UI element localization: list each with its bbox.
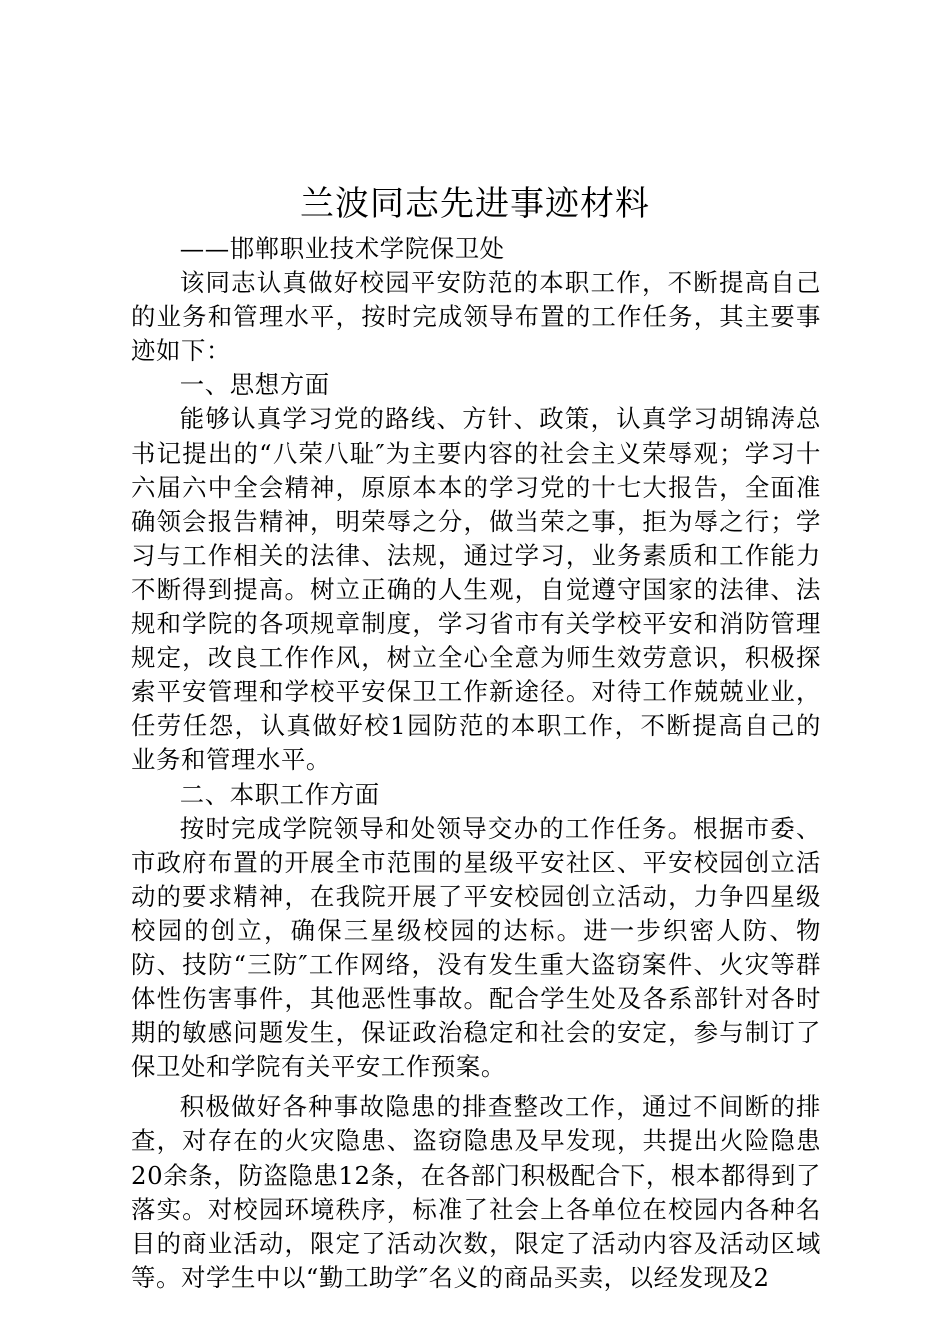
paragraph-duty: 按时完成学院领导和处领导交办的工作任务。根据市委、市政府布置的开展全市范围的星级平安社区、平安校园创立活动的要求精神，在我院开展了平安校园创立活动，力争四星级校园的创立，确保三星级校园的达标。进一步织密人防、物防、技防“三防″工作网络，没有发生重大盗窃案件、火灾等群体性伤害事件，其他恶性事故。配合学生处及各系部针对各时期的敏感问题发生，保证政治稳定和社会的安定，参与制订了保卫处和学院有关平安工作预案。 [131,813,821,1082]
document-body [131,232,821,1295]
section-heading-thought: 一、思想方面 [179,370,330,400]
section-heading-duty: 二、本职工作方面 [179,779,380,809]
paragraph-thought: 能够认真学习党的路线、方针、政策，认真学习胡锦涛总书记提出的“八荣八耻″为主要内容的社会主义荣辱观；学习十六届六中全会精神，原原本本的学习党的十七大报告，全面准确领会报告精神，明荣辱之分，做当荣之事，拒为辱之行；学习与工作相关的法律、法规，通过学习，业务素质和工作能力不断得到提高。树立正确的人生观，自觉遵守国家的法律、法规和学院的各项规章制度，学习省市有关学校平安和消防管理规定，改良工作作风，树立全心全意为师生效劳意识，积极探索平安管理和学校平安保卫工作新途径。对待工作兢兢业业，任劳任怨，认真做好校1园防范的本职工作，不断提高自己的业务和管理水平。 [131,404,821,775]
document-subtitle: ——邯郸职业技术学院保卫处 [179,234,505,263]
paragraph-intro: 该同志认真做好校园平安防范的本职工作，不断提高自己的业务和管理水平，按时完成领导布置的工作任务，其主要事迹如下： [131,268,821,366]
paragraph-hazards: 积极做好各种事故隐患的排查整改工作，通过不间断的排查，对存在的火灾隐患、盗窃隐患及早发现，共提出火险隐患20余条，防盗隐患12条，在各部门积极配合下，根本都得到了落实。对校园环境秩序，标准了社会上各单位在校园内各种名目的商业活动，限定了活动次数，限定了活动内容及活动区域等。对学生中以“勤工助学″名义的商品买卖，以经发现及2 [131,1092,821,1292]
document-title: 兰波同志先进事迹材料 [300,184,650,224]
